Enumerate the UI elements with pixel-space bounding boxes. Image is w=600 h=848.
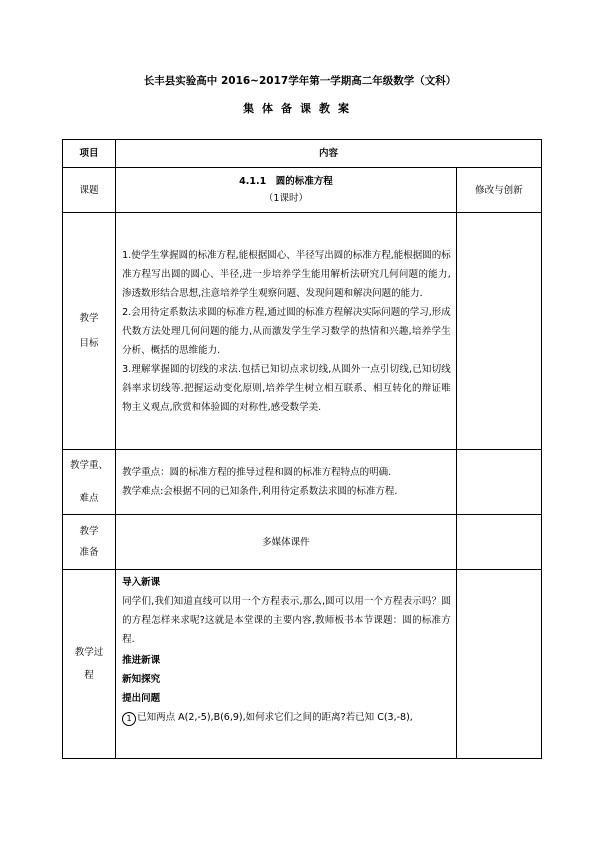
document-title: 长丰县实验高中 2016~2017学年第一学期高二年级数学（文科） xyxy=(143,75,457,87)
new-heading: 推进新课 xyxy=(122,655,161,666)
prep-row xyxy=(63,515,542,570)
header-item: 项目 xyxy=(63,140,116,168)
question-1-text: 已知两点 A(2,-5),B(6,9),如何求它们之间的距离?若已知 C(3,-8), xyxy=(137,712,413,723)
keypoints-row xyxy=(63,450,542,515)
topic-label: 课题 xyxy=(63,168,116,213)
topic-row xyxy=(63,168,542,213)
key-point: 教学重点：圆的标准方程的推导过程和圆的标准方程特点的明确. xyxy=(122,467,392,478)
process-row xyxy=(63,570,542,759)
process-notes xyxy=(456,570,541,759)
document-subtitle: 集体备课教案 xyxy=(243,102,357,115)
difficult-point: 教学难点:会根据不同的已知条件,利用待定系数法求圆的标准方程. xyxy=(122,486,398,497)
table-header-row xyxy=(63,140,542,168)
keypoints-label-line1: 教学重、 xyxy=(70,460,109,471)
goals-label-line2: 目标 xyxy=(79,338,99,349)
header-content: 内容 xyxy=(116,140,542,168)
topic-cell xyxy=(116,168,457,213)
intro-text: 同学们,我们知道直线可以用一个方程表示,那么,圆可以用一个方程表示吗？圆的方程怎样来求呢?这就是本堂课的主要内容,教师板书本节课题：圆的标准方程. xyxy=(122,596,451,645)
process-label xyxy=(63,570,116,759)
explore-heading: 新知探究 xyxy=(122,674,161,685)
prep-label-line1: 教学 xyxy=(79,526,99,537)
goals-content xyxy=(116,213,457,450)
circled-number: 1 xyxy=(122,712,136,726)
lesson-hours: （1课时） xyxy=(263,193,308,204)
goals-notes xyxy=(456,213,541,450)
goal-1: 1.使学生掌握圆的标准方程,能根据圆心、半径写出圆的标准方程,能根据圆的标准方程写出圆的圆心、半径,进一步培养学生能用解析法研究几何问题的能力,渗透数形结合思想,注意培养学生观察问题、发现问题和解决问题的能力. xyxy=(122,249,451,299)
process-label-line2: 程 xyxy=(84,670,94,681)
goal-3: 3.理解掌握圆的切线的求法.包括已知切点求切线,从圆外一点引切线,已知切线斜率求切线等.把握运动变化原则,培养学生树立相互联系、相互转化的辩证唯物主义观点,欣赏和体验圆的对称性,感受数学美. xyxy=(122,363,451,413)
process-label-line1: 教学过 xyxy=(74,647,104,658)
keypoints-content xyxy=(116,450,457,515)
keypoints-label-line2: 难点 xyxy=(79,493,99,504)
intro-heading: 导入新课 xyxy=(122,577,161,588)
keypoints-notes xyxy=(456,450,541,515)
prep-label xyxy=(63,515,116,570)
question-1 xyxy=(122,708,451,727)
question-heading: 提出问题 xyxy=(122,693,161,704)
goals-label-line1: 教学 xyxy=(79,313,99,324)
goals-label xyxy=(63,213,116,450)
prep-value: 多媒体课件 xyxy=(116,515,457,570)
prep-notes xyxy=(456,515,541,570)
revise-label: 修改与创新 xyxy=(456,168,541,213)
lesson-title: 4.1.1 圆的标准方程 xyxy=(239,176,333,187)
keypoints-label xyxy=(63,450,116,515)
goals-row xyxy=(63,213,542,450)
process-content xyxy=(116,570,457,759)
prep-label-line2: 准备 xyxy=(79,547,99,558)
goal-2: 2.会用待定系数法求圆的标准方程,通过圆的标准方程解决实际问题的学习,形成代数方法处理几何问题的能力,从而激发学生学习数学的热情和兴趣,培养学生分析、概括的思维能力. xyxy=(122,306,451,356)
lesson-plan-table xyxy=(62,139,542,759)
